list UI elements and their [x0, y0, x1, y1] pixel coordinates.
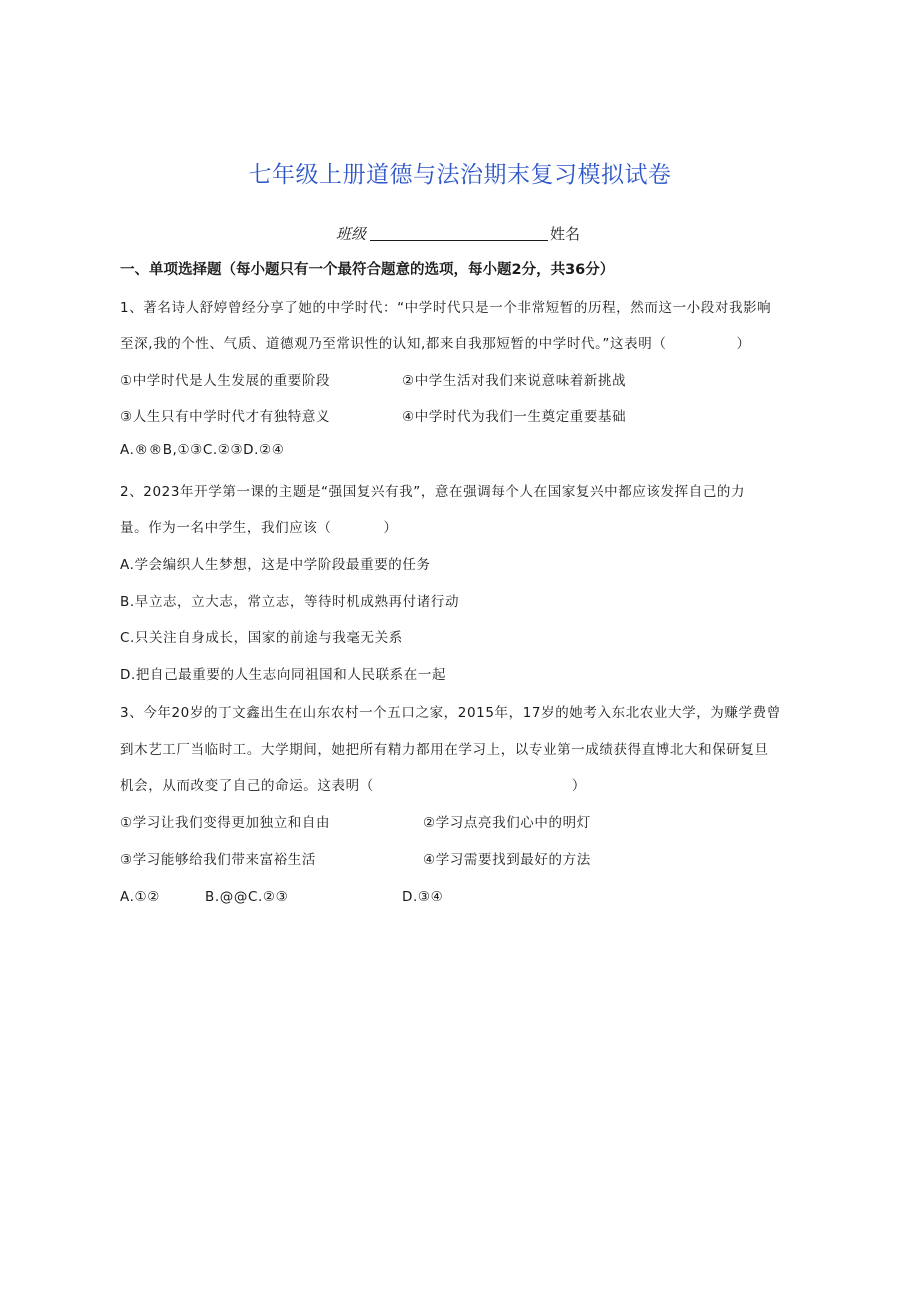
q3-option-1: ①学习让我们变得更加独立和自由 — [120, 815, 331, 831]
q3-answer-bc: B.@@C.②③ — [205, 889, 289, 905]
q2-option-d: D.把自己最重要的人生志向同祖国和人民联系在一起 — [120, 667, 447, 683]
q1-paren-close: ） — [736, 336, 751, 352]
q2-option-c: C.只关注自身成长，国家的前途与我毫无关系 — [120, 630, 403, 646]
section-heading: 一、单项选择题（每小题只有一个最符合题意的选项，每小题2分，共36分） — [120, 262, 615, 278]
q3-answer-a: A.①② — [120, 889, 160, 905]
name-label: 姓名 — [550, 225, 581, 243]
q3-option-3: ③学习能够给我们带来富裕生活 — [120, 852, 317, 868]
q1-line2 — [120, 332, 751, 352]
q2-line2 — [120, 516, 398, 536]
q1-option-4: ④中学时代为我们一生奠定重要基础 — [402, 409, 627, 425]
class-name-line — [336, 223, 580, 244]
q3-line1: 3、今年20岁的丁文鑫出生在山东农村一个五口之家，2015年，17岁的她考入东北农业大学，为赚学费曾 — [120, 705, 781, 721]
q3-option-2: ②学习点亮我们心中的明灯 — [423, 815, 591, 831]
q1-line1: 1、著名诗人舒婷曾经分享了她的中学时代：“中学时代只是一个非常短暂的历程，然而这一小段对我影响 — [120, 300, 772, 316]
class-label: 班级 — [336, 225, 367, 243]
q2-line1: 2、2023年开学第一课的主题是“强国复兴有我”，意在强调每个人在国家复兴中都应该发挥自己的力 — [120, 484, 746, 500]
q1-option-3: ③人生只有中学时代才有独特意义 — [120, 409, 331, 425]
q3-line3-text: 机会，从而改变了自己的命运。这表明（ — [120, 778, 374, 794]
q3-line3 — [120, 774, 586, 794]
q3-option-4: ④学习需要找到最好的方法 — [423, 852, 591, 868]
q1-option-2: ②中学生活对我们来说意味着新挑战 — [402, 373, 627, 389]
q3-answer-d: D.③④ — [402, 889, 444, 905]
q1-line2-text: 至深,我的个性、气质、道德观乃至常识性的认知,都来自我那短暂的中学时代。”这表明（ — [120, 336, 667, 352]
exam-title: 七年级上册道德与法治期末复习模拟试卷 — [248, 162, 672, 188]
q2-option-a: A.学会编织人生梦想，这是中学阶段最重要的任务 — [120, 557, 431, 573]
q2-option-b: B.早立志，立大志，常立志，等待时机成熟再付诸行动 — [120, 594, 460, 610]
q1-option-1: ①中学时代是人生发展的重要阶段 — [120, 373, 331, 389]
class-blank — [370, 226, 548, 241]
q2-line2-text: 量。作为一名中学生，我们应该（ — [120, 520, 332, 536]
q3-paren-close: ） — [571, 778, 586, 794]
q3-line2: 到木艺工厂当临时工。大学期间，她把所有精力都用在学习上，以专业第一成绩获得直博北大和保研复旦 — [120, 742, 769, 758]
q1-answers: A.®®B,①③C.②③D.②④ — [120, 442, 285, 458]
q2-paren-close: ） — [383, 520, 398, 536]
